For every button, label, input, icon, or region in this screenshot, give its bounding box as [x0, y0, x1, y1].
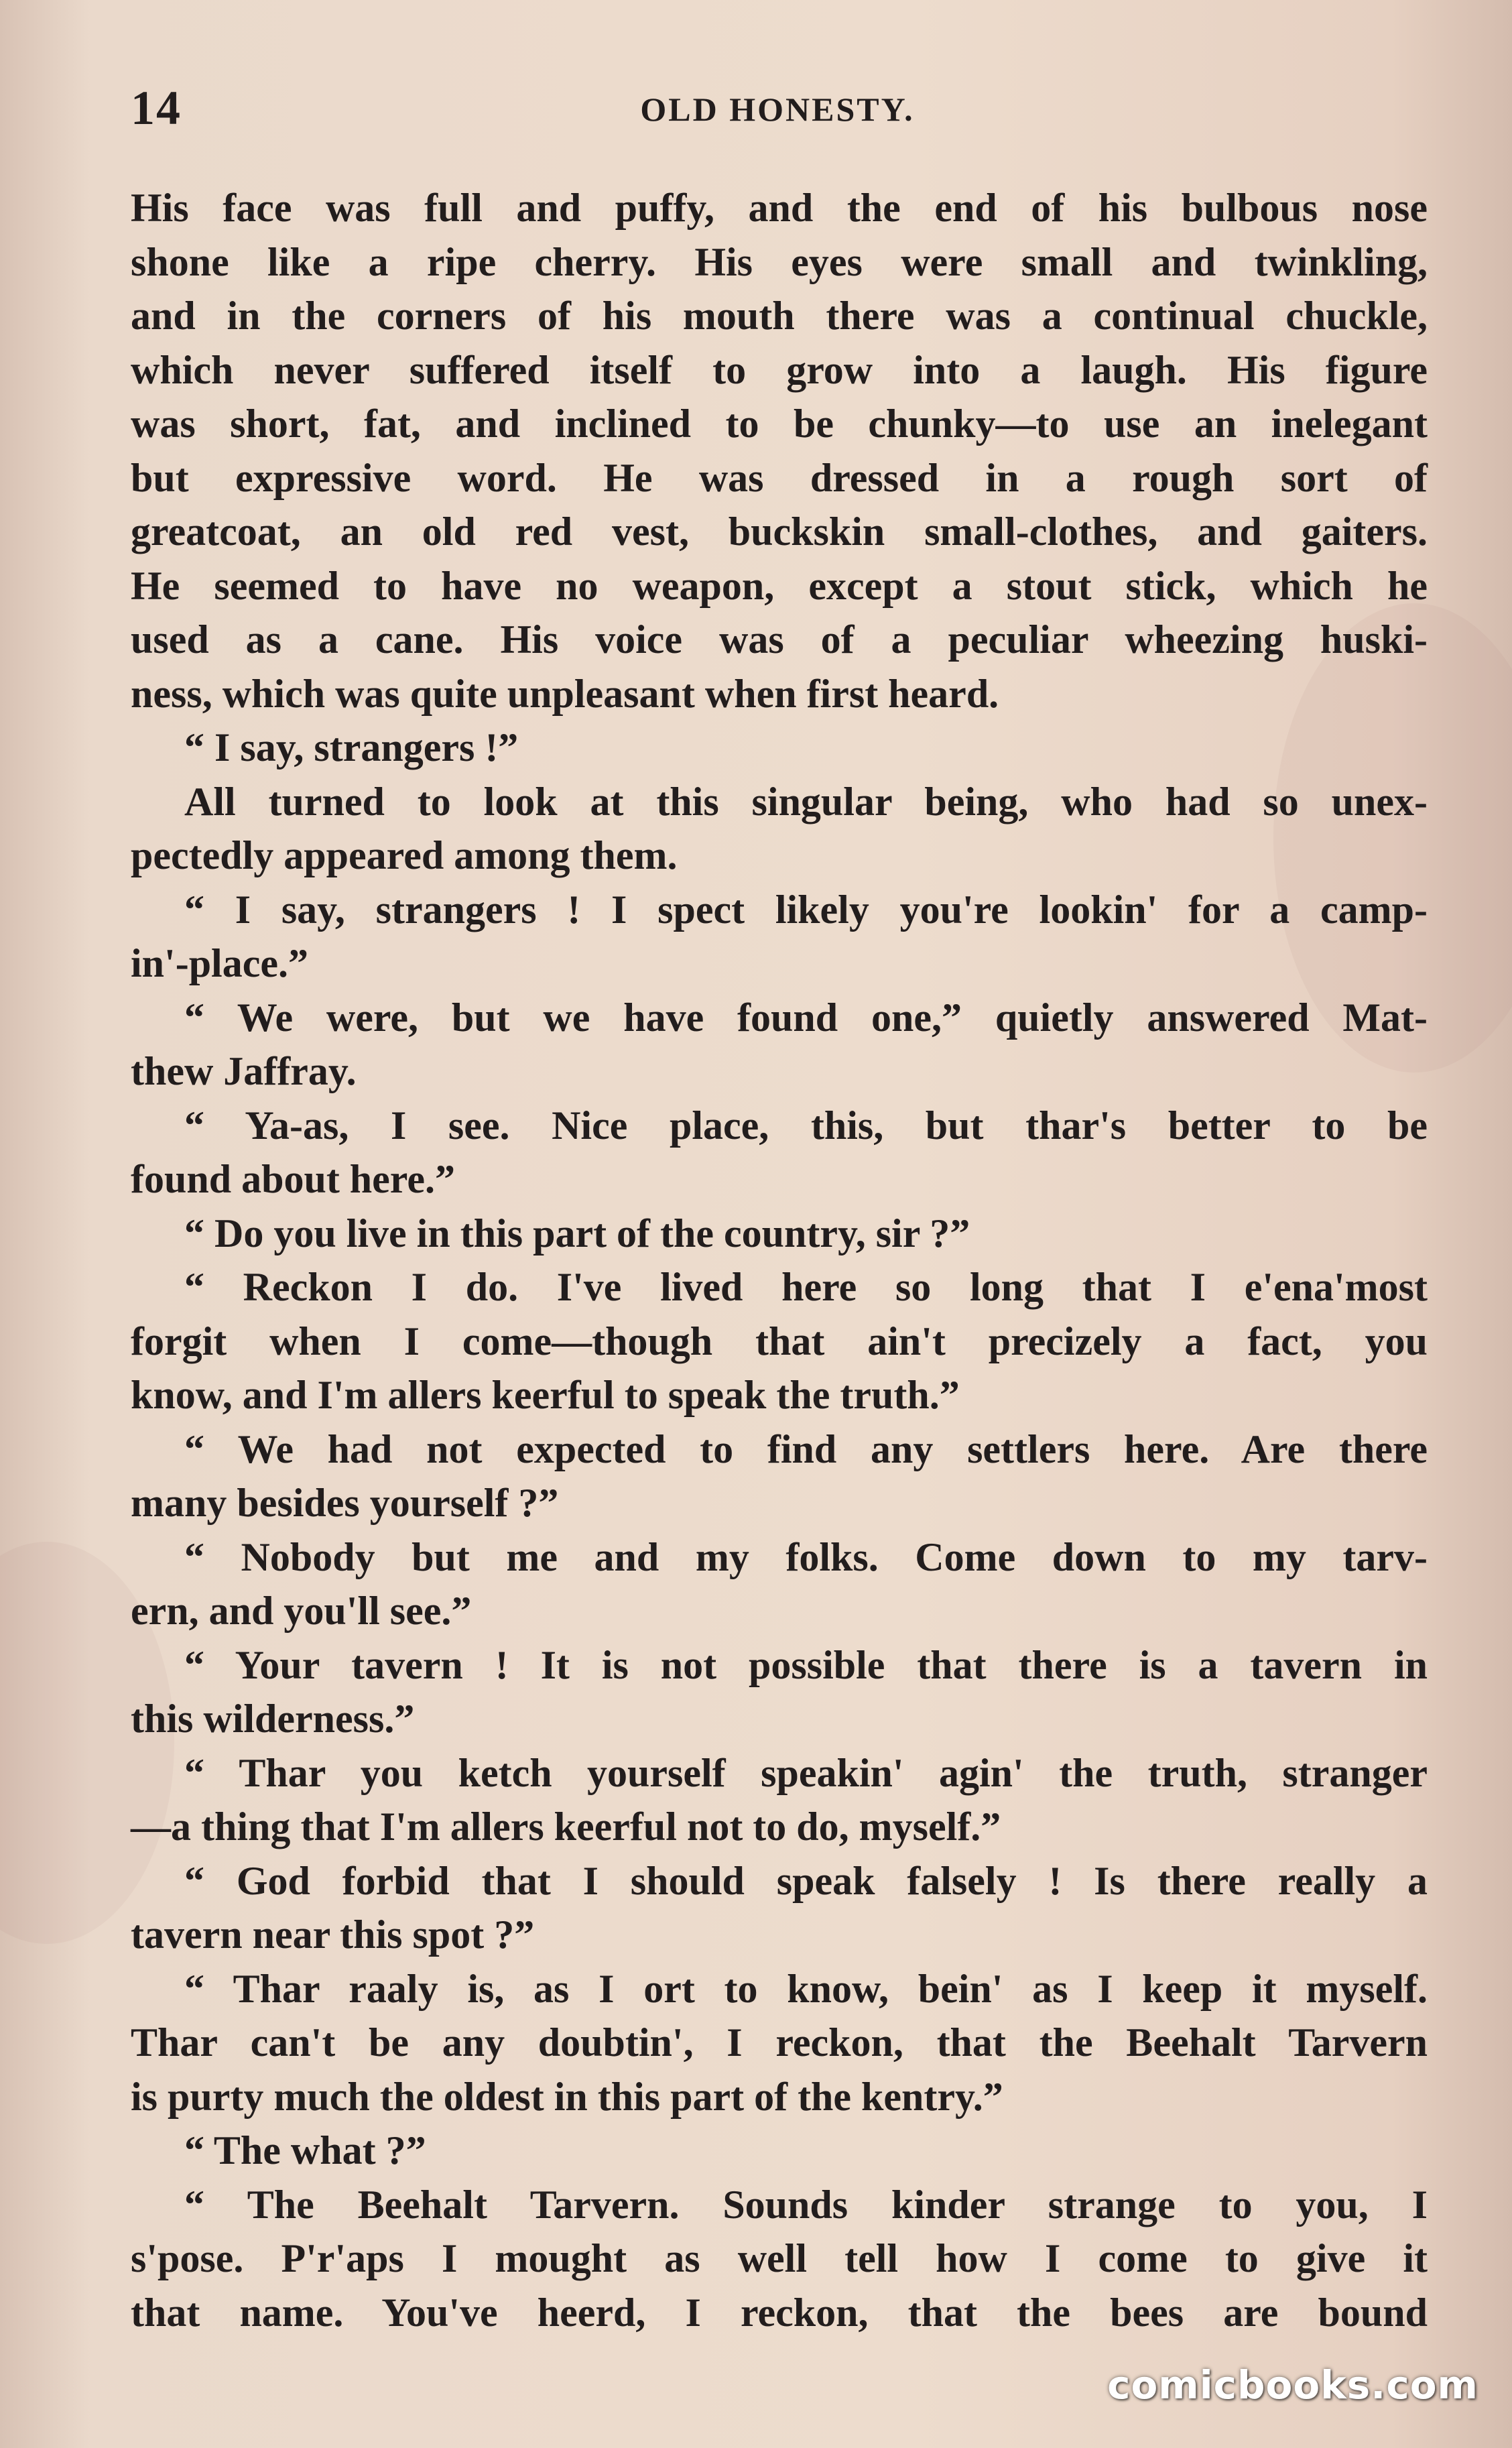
text-line: pectedly appeared among them.	[131, 833, 678, 877]
text-line: was short, fat, and inclined to be chunky—to use an inelegant	[131, 402, 1428, 446]
text-line: “ The what ?”	[184, 2128, 426, 2172]
text-line: “ I say, strangers ! I spect likely you're lookin' for a camp-	[184, 887, 1428, 932]
text-line: “ We had not expected to find any settlers here. Are there	[184, 1426, 1428, 1471]
text-line: in'-place.”	[131, 941, 308, 985]
text-line: found about here.”	[131, 1157, 455, 1201]
body-text	[131, 181, 1428, 2339]
text-line: is purty much the oldest in this part of the kentry.”	[131, 2074, 1003, 2119]
page-header	[131, 80, 1424, 134]
text-line: many besides yourself ?”	[131, 1481, 559, 1525]
text-line: that name. You've heerd, I reckon, that the bees are bound	[131, 2290, 1428, 2335]
text-line: forgit when I come—though that ain't precizely a fact, you	[131, 1319, 1428, 1363]
text-line: He seemed to have no weapon, except a stout stick, which he	[131, 563, 1428, 608]
text-line: shone like a ripe cherry. His eyes were small and twinkling,	[131, 239, 1428, 284]
text-line: “ Thar you ketch yourself speakin' agin' the truth, stranger	[184, 1750, 1428, 1795]
text-line: “ Ya-as, I see. Nice place, this, but thar's better to be	[184, 1103, 1428, 1148]
text-line: this wilderness.”	[131, 1697, 415, 1741]
text-line: All turned to look at this singular being, who had so unex-	[184, 779, 1428, 824]
text-line: “ Nobody but me and my folks. Come down to my tarv-	[184, 1534, 1428, 1579]
text-line: and in the corners of his mouth there was a continual chuckle,	[131, 294, 1428, 338]
text-line: “ The Beehalt Tarvern. Sounds kinder strange to you, I	[184, 2182, 1428, 2227]
text-line: tavern near this spot ?”	[131, 1912, 535, 1957]
text-line: “ We were, but we have found one,” quietly answered Mat-	[184, 995, 1428, 1040]
text-line: but expressive word. He was dressed in a rough sort of	[131, 455, 1428, 500]
page-number: 14	[131, 81, 182, 135]
text-line: Thar can't be any doubtin', I reckon, that the Beehalt Tarvern	[131, 2020, 1428, 2065]
text-line: “ God forbid that I should speak falsely ! Is there really a	[184, 1858, 1428, 1903]
text-line: “ Do you live in this part of the country, sir ?”	[184, 1211, 970, 1256]
text-line: ness, which was quite unpleasant when first heard.	[131, 671, 999, 716]
text-line: know, and I'm allers keerful to speak the truth.”	[131, 1373, 960, 1417]
text-line: s'pose. P'r'aps I mought as well tell how I come to give it	[131, 2236, 1428, 2280]
text-line: greatcoat, an old red vest, buckskin small-clothes, and gaiters.	[131, 509, 1428, 554]
text-line: which never suffered itself to grow into a laugh. His figure	[131, 347, 1428, 392]
text-line: “ Your tavern ! It is not possible that there is a tavern in	[184, 1642, 1428, 1687]
text-line: thew Jaffray.	[131, 1049, 357, 1093]
running-head: OLD HONESTY.	[640, 90, 915, 128]
text-line: His face was full and puffy, and the end of his bulbous nose	[131, 186, 1428, 230]
text-line: used as a cane. His voice was of a peculiar wheezing huski-	[131, 617, 1428, 662]
watermark: comicbooks.com	[1107, 2362, 1478, 2408]
text-line: “ Reckon I do. I've lived here so long that I e'ena'most	[184, 1265, 1428, 1309]
text-line: “ I say, strangers !”	[184, 725, 519, 770]
text-line: ern, and you'll see.”	[131, 1589, 472, 1633]
text-line: —a thing that I'm allers keerful not to do, myself.”	[131, 1804, 1001, 1849]
text-line: “ Thar raaly is, as I ort to know, bein' as I keep it myself.	[184, 1966, 1428, 2011]
